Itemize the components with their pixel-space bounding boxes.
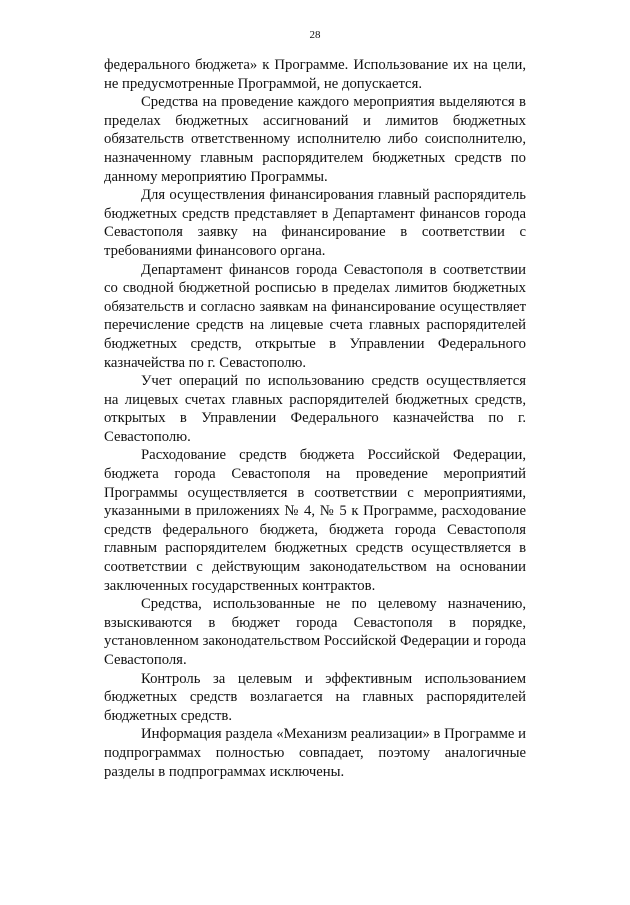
paragraph-spending: Расходование средств бюджета Российской Федерации, бюджета города Севастополя на проведение мероприятий Программы осуществляется в соответствии с мероприятиями, указанными в приложениях № 4, № 5 к Программе, расходование средств федерального бюджета, бюджета города Севастополя главным распорядителем бюджетных средств осуществляется в соответствии с действующим законодательством на основании заключенных государственных контрактов.	[104, 447, 526, 594]
paragraph-funds-allocation: Средства на проведение каждого мероприятия выделяются в пределах бюджетных ассигнований и лимитов бюджетных обязательств ответственному исполнителю либо соисполнителю, назначенному главным распорядителем бюджетных средств по данному мероприятию Программы.	[104, 94, 526, 185]
paragraph-misuse-recovery: Средства, использованные не по целевому назначению, взыскиваются в бюджет города Севастополя в порядке, установленном законодательством Российской Федерации и города Севастополя.	[104, 596, 526, 668]
page-number: 28	[309, 29, 321, 41]
paragraph-section-info: Информация раздела «Механизм реализации» в Программе и подпрограммах полностью совпадает, поэтому аналогичные разделы в подпрограммах исключены.	[104, 726, 526, 780]
paragraph-control: Контроль за целевым и эффективным использованием бюджетных средств возлагается на главных распорядителей бюджетных средств.	[104, 670, 526, 724]
paragraph-finance-department-transfer: Департамент финансов города Севастополя в соответствии со сводной бюджетной росписью в пределах лимитов бюджетных обязательств и согласно заявкам на финансирование осуществляет перечисление средств на лицевые счета главных распорядителей бюджетных средств, открытые в Управлении Федерального казначейства по г. Севастополю.	[104, 261, 526, 371]
paragraph-budget-usage: федерального бюджета» к Программе. Использование их на цели, не предусмотренные Программой, не допускается.	[104, 57, 526, 92]
paragraph-accounting: Учет операций по использованию средств осуществляется на лицевых счетах главных распорядителей бюджетных средств, открытых в Управлении Федерального казначейства по г. Севастополю.	[104, 373, 526, 445]
paragraph-funding-request: Для осуществления финансирования главный распорядитель бюджетных средств представляет в Департамент финансов города Севастополя заявку на финансирование в соответствии с требованиями финансового органа.	[104, 187, 526, 259]
document-body	[104, 56, 526, 781]
